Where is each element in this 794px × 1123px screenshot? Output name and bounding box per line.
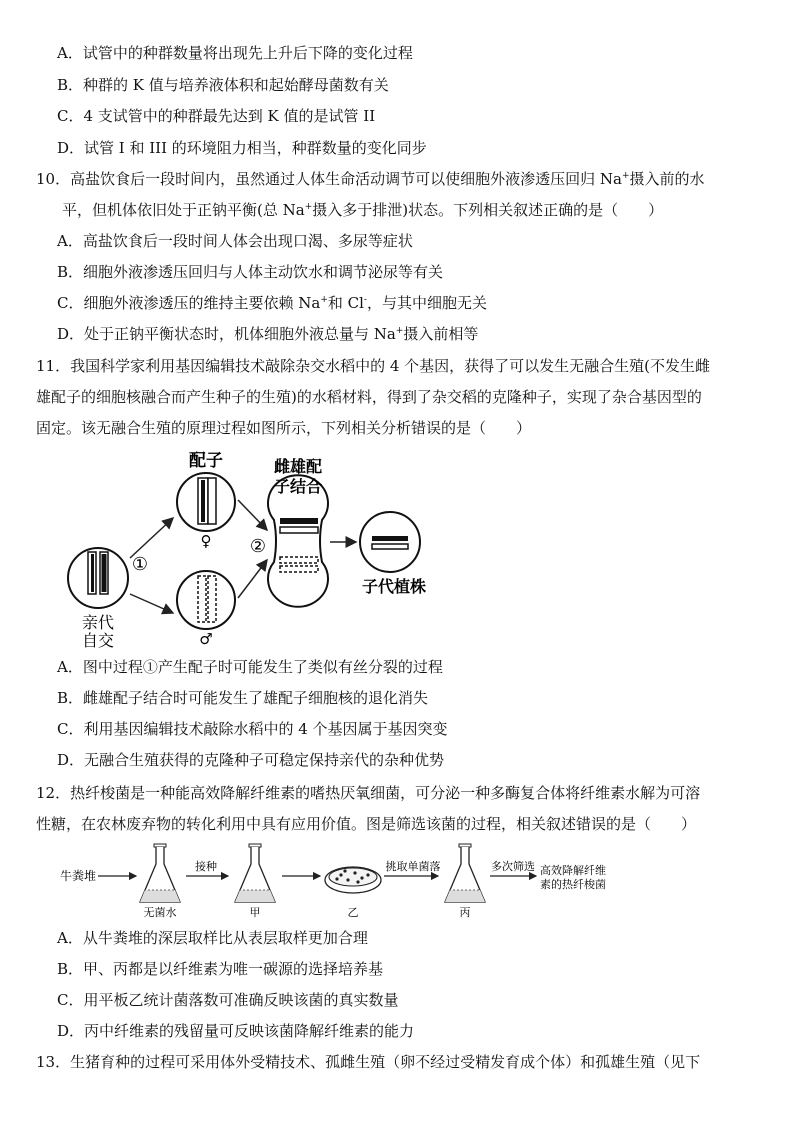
female-symbol: ♀ bbox=[200, 532, 212, 550]
arrow-parent-to-male bbox=[130, 594, 173, 613]
arrow-female-to-fusion bbox=[238, 500, 267, 530]
label-step1: ① bbox=[131, 554, 149, 575]
label-parent-line2: 自交 bbox=[81, 631, 115, 648]
label-fusion-line2: 子结合 bbox=[273, 477, 323, 496]
q13-stem-line1: 13．生猪育种的过程可采用体外受精技术、孤雌生殖（卵不经过受精发育成个体）和孤雄生殖（见下 bbox=[36, 1053, 701, 1071]
flask-bing bbox=[445, 844, 485, 902]
q9-option-b: B．种群的 K 值与培养液体积和起始酵母菌数有关 bbox=[57, 76, 389, 94]
q10-stem-line1: 10．高盐饮食后一段时间内，虽然通过人体生命活动调节可以使细胞外液渗透压回归 Na+摄入前的水 bbox=[36, 170, 705, 188]
q12-stem-line1: 12．热纤梭菌是一种能高效降解纤维素的嗜热厌氧细菌，可分泌一种多酶复合体将纤维素水解为可溶 bbox=[36, 784, 701, 802]
label-pick-colony: 挑取单菌落 bbox=[385, 860, 441, 873]
label-parent-line1: 亲代 bbox=[81, 613, 115, 632]
label-result-line1: 高效降解纤维 bbox=[540, 864, 606, 877]
q12-option-c: C．用平板乙统计菌落数可准确反映该菌的真实数量 bbox=[57, 991, 399, 1009]
label-repeat-screening: 多次筛选 bbox=[491, 860, 535, 873]
flask-sterile-water bbox=[140, 844, 180, 902]
q9-option-c: C．4 支试管中的种群最先达到 K 值的是试管 II bbox=[57, 107, 376, 125]
label-flask-jia: 甲 bbox=[249, 906, 261, 919]
arrow-male-to-fusion bbox=[238, 560, 267, 598]
q12-option-a: A．从牛粪堆的深层取样比从表层取样更加合理 bbox=[57, 929, 368, 947]
label-result-line2: 素的热纤梭菌 bbox=[540, 878, 606, 891]
label-offspring: 子代植株 bbox=[361, 577, 427, 596]
q12-option-b: B．甲、丙都是以纤维素为唯一碳源的选择培养基 bbox=[57, 960, 384, 978]
q10-stem-line2: 平，但机体依旧处于正钠平衡(总 Na+摄入多于排泄)状态。下列相关叙述正确的是（ ） bbox=[62, 201, 664, 219]
label-gametes: 配子 bbox=[189, 451, 223, 471]
q12-option-d: D．丙中纤维素的残留量可反映该菌降解纤维素的能力 bbox=[57, 1022, 415, 1040]
q9-option-a: A．试管中的种群数量将出现先上升后下降的变化过程 bbox=[57, 44, 413, 62]
apomixis-diagram bbox=[60, 448, 440, 648]
q12-stem-line2: 性糖，在农林废弃物的转化利用中具有应用价值。图是筛选该菌的过程，相关叙述错误的是（ ） bbox=[36, 815, 697, 833]
q11-option-a: A．图中过程①产生配子时可能发生了类似有丝分裂的过程 bbox=[57, 658, 443, 676]
q10-option-a: A．高盐饮食后一段时间人体会出现口渴、多尿等症状 bbox=[57, 232, 413, 250]
label-flask-sterile-water: 无菌水 bbox=[143, 906, 177, 919]
label-source: 牛粪堆 bbox=[60, 869, 97, 883]
q11-option-c: C．利用基因编辑技术敲除水稻中的 4 个基因属于基因突变 bbox=[57, 720, 448, 738]
q10-option-c: C．细胞外液渗透压的维持主要依赖 Na+和 Cl-，与其中细胞无关 bbox=[57, 294, 487, 312]
arrow-parent-to-female bbox=[130, 518, 173, 558]
q10-option-d: D．处于正钠平衡状态时，机体细胞外液总量与 Na+摄入前相等 bbox=[57, 325, 479, 343]
label-plate-yi: 乙 bbox=[347, 906, 359, 919]
label-flask-bing: 丙 bbox=[459, 906, 471, 919]
screening-diagram bbox=[58, 840, 628, 920]
flask-jia bbox=[235, 844, 275, 902]
label-inoculate: 接种 bbox=[195, 860, 217, 873]
q11-option-d: D．无融合生殖获得的克隆种子可稳定保持亲代的杂种优势 bbox=[57, 751, 445, 769]
q10-option-b: B．细胞外液渗透压回归与人体主动饮水和调节泌尿等有关 bbox=[57, 263, 444, 281]
q11-option-b: B．雌雄配子结合时可能发生了雄配子细胞核的退化消失 bbox=[57, 689, 429, 707]
offspring-cell bbox=[360, 512, 420, 572]
q11-stem-line2: 雄配子的细胞核融合而产生种子的生殖)的水稻材料，得到了杂交稻的克隆种子，实现了杂合基因型的 bbox=[36, 388, 702, 406]
q11-stem-line1: 11．我国科学家利用基因编辑技术敲除杂交水稻中的 4 个基因，获得了可以发生无融合生殖(不发生雌 bbox=[36, 357, 711, 375]
label-fusion-line1: 雌雄配 bbox=[273, 457, 323, 476]
petri-plate-yi bbox=[325, 867, 381, 893]
q11-stem-line3: 固定。该无融合生殖的原理过程如图所示，下列相关分析错误的是（ ） bbox=[36, 419, 532, 437]
label-step2: ② bbox=[249, 536, 267, 557]
q9-option-d: D．试管 I 和 III 的环境阻力相当，种群数量的变化同步 bbox=[57, 139, 427, 157]
parent-cell bbox=[68, 548, 128, 608]
male-symbol: ♂ bbox=[199, 630, 213, 648]
